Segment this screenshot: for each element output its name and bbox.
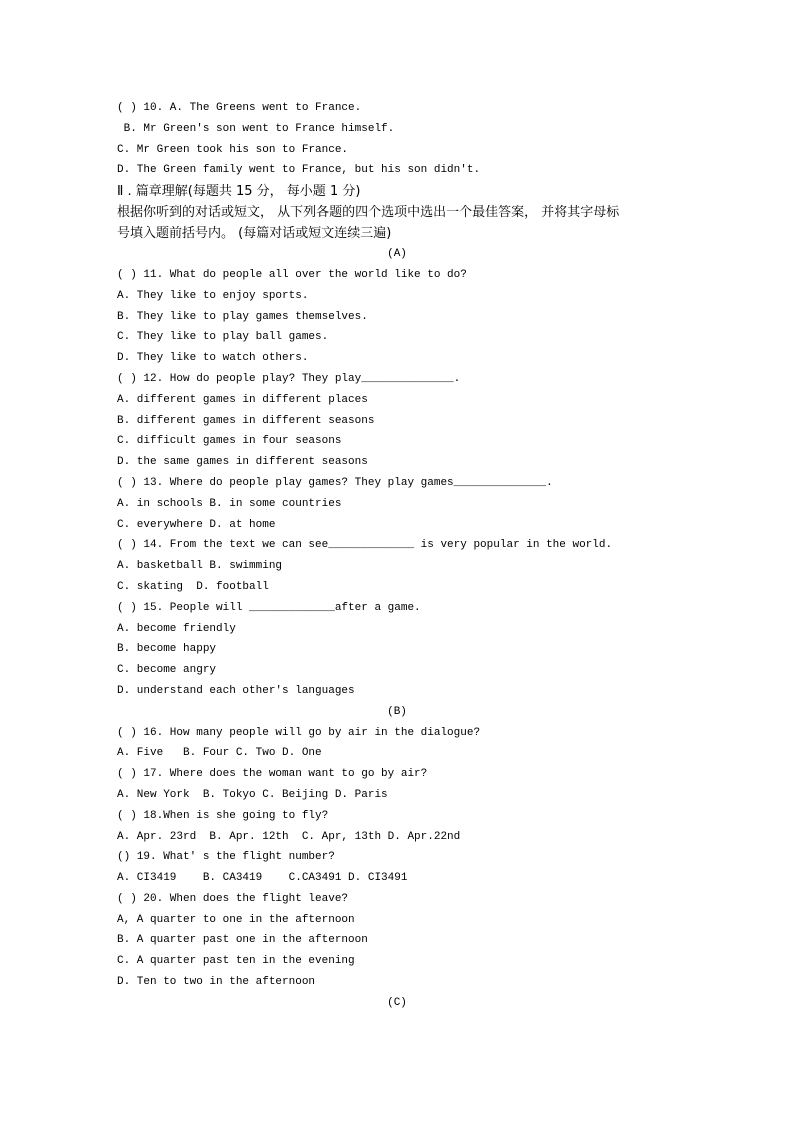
question-line: B. different games in different seasons — [117, 414, 375, 427]
section-label: (A) — [387, 248, 407, 261]
question-line: C. They like to play ball games. — [117, 331, 329, 344]
question-line: A. Apr. 23rd B. Apr. 12th C. Apr, 13th D. Apr.22nd — [117, 830, 461, 843]
question-line: A. CI3419 B. CA3419 C.CA3491 D. CI3491 — [117, 872, 408, 885]
question-line: A. different games in different places — [117, 393, 368, 406]
question-line: D. They like to watch others. — [117, 352, 309, 365]
question-line: ( ) 10. A. The Greens went to France. — [117, 102, 362, 114]
question-line: () 19. What' s the flight number? — [117, 851, 335, 864]
instruction-text: 根据你听到的对话或短文， 从下列各题的四个选项中选出一个最佳答案， 并将其字母标 — [117, 205, 620, 221]
question-line: ( ) 11. What do people all over the world like to do? — [117, 268, 467, 281]
question-line: A. Five B. Four C. Two D. One — [117, 747, 322, 760]
question-line: C. A quarter past ten in the evening — [117, 955, 355, 968]
question-line: B. They like to play games themselves. — [117, 310, 368, 323]
question-line: A, A quarter to one in the afternoon — [117, 913, 355, 926]
question-line: D. the same games in different seasons — [117, 456, 368, 469]
question-line: C. Mr Green took his son to France. — [117, 143, 349, 156]
instruction-text: 号填入题前括号内。 (每篇对话或短文连续三遍) — [117, 226, 392, 242]
section-label: (C) — [387, 996, 407, 1009]
question-line: C. skating D. football — [117, 580, 269, 593]
question-line: C. difficult games in four seasons — [117, 435, 342, 448]
question-line: B. A quarter past one in the afternoon — [117, 934, 368, 947]
question-line: ( ) 12. How do people play? They play______________. — [117, 372, 461, 385]
question-line: D. The Green family went to France, but his son didn't. — [117, 164, 481, 177]
question-line: D. Ten to two in the afternoon — [117, 976, 316, 989]
document-body — [117, 98, 677, 1014]
question-line: B. become happy — [117, 643, 217, 656]
question-line: A. basketball B. swimming — [117, 560, 283, 573]
question-line: ( ) 13. Where do people play games? They play games______________. — [117, 476, 553, 489]
question-line: B. Mr Green's son went to France himself. — [117, 122, 395, 135]
section-label: (B) — [387, 705, 407, 718]
question-line: ( ) 14. From the text we can see_____________ is very popular in the world. — [117, 539, 613, 552]
question-line: A. in schools B. in some countries — [117, 497, 342, 510]
question-line: ( ) 17. Where does the woman want to go by air? — [117, 768, 428, 781]
question-line: D. understand each other's languages — [117, 684, 355, 697]
question-line: ( ) 18.When is she going to fly? — [117, 809, 329, 822]
instruction-text: Ⅱ . 篇章理解(每题共 15 分， 每小题 1 分) — [117, 184, 361, 200]
question-line: ( ) 15. People will _____________after a game. — [117, 601, 421, 614]
question-line: ( ) 16. How many people will go by air in the dialogue? — [117, 726, 481, 739]
question-line: A. New York B. Tokyo C. Beijing D. Paris — [117, 788, 388, 801]
question-line: ( ) 20. When does the flight leave? — [117, 892, 349, 905]
question-line: C. everywhere D. at home — [117, 518, 276, 531]
question-line: A. They like to enjoy sports. — [117, 289, 309, 302]
question-line: C. become angry — [117, 664, 217, 677]
question-line: A. become friendly — [117, 622, 236, 635]
